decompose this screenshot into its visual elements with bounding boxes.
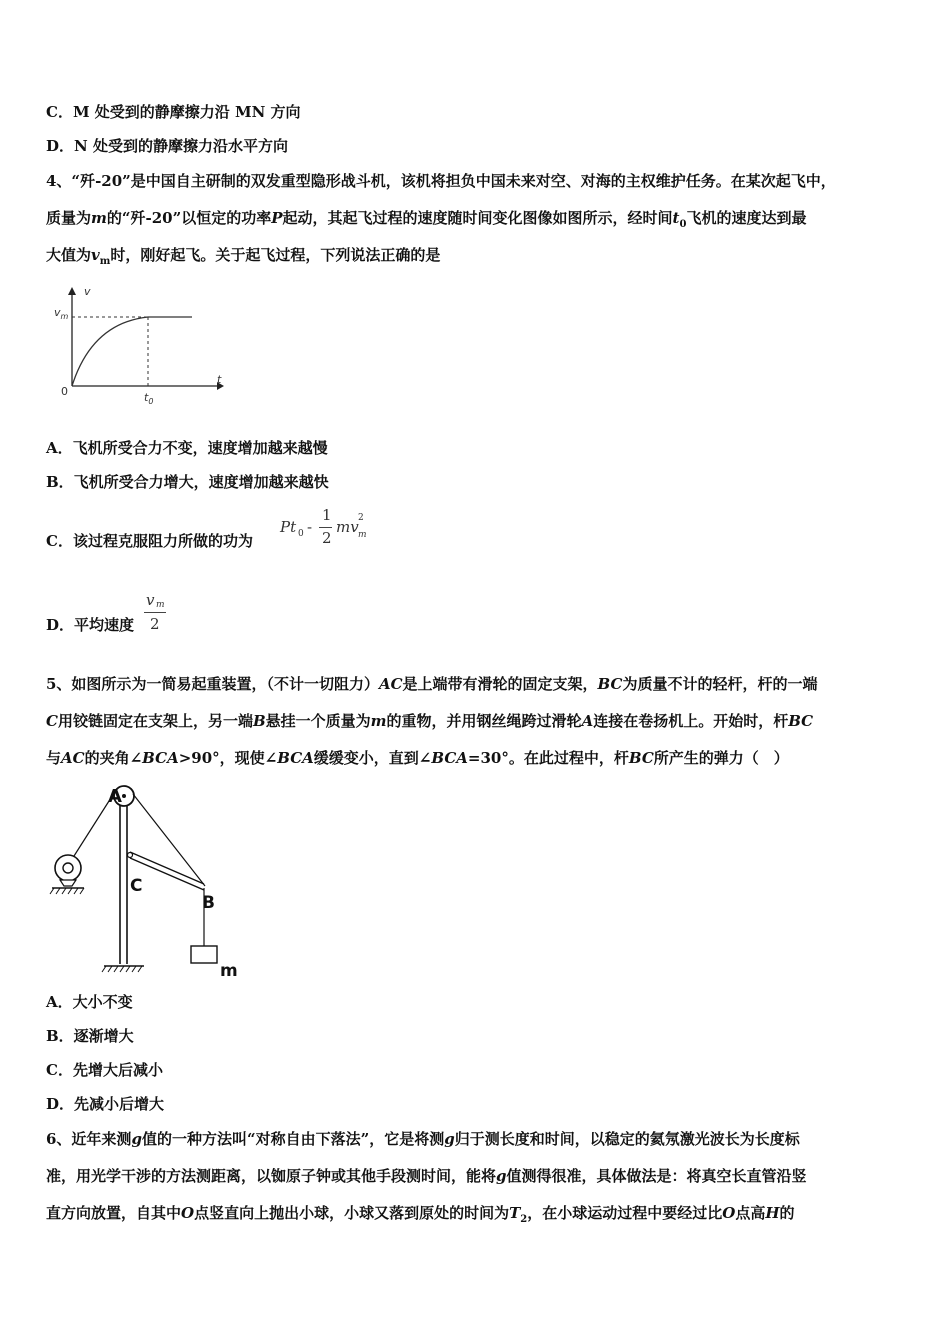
q6-stem-line2: 准，用光学干涉的方法测距离，以铷原子钟或其他手段测时间，能将g值测得很准，具体做法是：将真空长直管沿竖 — [46, 1167, 807, 1185]
q5-stem-line2: C用铰链固定在支架上，另一端B悬挂一个质量为m的重物，并用钢丝绳跨过滑轮A连接在卷扬机上。开始时，杆BC — [46, 712, 814, 730]
q5-option-c: C．先增大后减小 — [46, 1061, 163, 1079]
label-m: m — [220, 961, 238, 980]
q3-option-c: C．M 处受到的静摩擦力沿 MN 方向 — [46, 103, 301, 121]
q6-stem-line3: 直方向放置，自其中O点竖直向上抛出小球，小球又落到原处的时间为$T_2$，在小球运动过程中要经过比O点高H的 — [46, 1204, 795, 1225]
winch-base — [60, 880, 76, 886]
q4-option-c: C．该过程克服阻力所做的功为 — [46, 532, 253, 550]
q6-stem-line1: 6、近年来测g值的一种方法叫“对称自由下落法”，它是将测g归于测长度和时间，以稳定的氦氖激光波长为长度标 — [46, 1130, 800, 1148]
winch-ground-hatch — [50, 888, 84, 894]
label-c: C — [130, 876, 143, 896]
rope-pulley-to-b — [133, 794, 205, 886]
q5-option-b: B．逐渐增大 — [46, 1027, 134, 1045]
graph-t0-label: $t_0$ — [144, 391, 154, 406]
hinge-c — [128, 853, 133, 858]
q4-option-c-formula: Pt 0 - 1 2 mv 2 m — [280, 506, 367, 547]
q4-stem-line2: 质量为m的“歼-20”以恒定的功率P起动，其起飞过程的速度随时间变化图像如图所示，经时间$t_0$飞机的速度达到最 — [46, 209, 807, 230]
q5-option-a: A．大小不变 — [46, 993, 133, 1011]
graph-vm-label: $v_m$ — [54, 306, 69, 321]
mass-block — [191, 946, 217, 963]
graph-y-label: v — [84, 285, 91, 298]
crane-diagram — [44, 780, 244, 980]
q4-option-d: D．平均速度 — [46, 616, 135, 634]
q4-stem-line1: 4、“歼-20”是中国自主研制的双发重型隐形战斗机，该机将担负中国未来对空、对海的主权维护任务。在某次起飞中， — [46, 172, 836, 190]
q4-option-d-formula: v m 2 — [146, 591, 165, 633]
q3-option-d: D．N 处受到的静摩擦力沿水平方向 — [46, 137, 288, 155]
graph-curve — [72, 317, 192, 386]
velocity-time-graph — [52, 283, 232, 408]
graph-x-label: t — [217, 373, 222, 386]
label-a: A — [108, 786, 122, 807]
graph-origin-label: 0 — [61, 385, 68, 398]
q5-option-d: D．先减小后增大 — [46, 1095, 165, 1113]
q5-stem-line1: 5、如图所示为一简易起重装置，（不计一切阻力）AC是上端带有滑轮的固定支架，BC为质量不计的轻杆，杆的一端 — [46, 675, 818, 693]
q4-option-b: B．飞机所受合力增大，速度增加越来越快 — [46, 473, 329, 491]
q4-stem-line3: 大值为$v_m$时，刚好起飞。关于起飞过程，下列说法正确的是 — [46, 246, 441, 267]
post-ground-hatch — [102, 966, 142, 972]
q5-stem-line3: 与AC的夹角∠BCA>90°，现使∠BCA缓缓变小，直到∠BCA=30°。在此过程中，杆BC所产生的弹力（ ） — [46, 749, 789, 767]
label-b: B — [202, 893, 215, 913]
q4-option-a: A．飞机所受合力不变，速度增加越来越慢 — [46, 439, 328, 457]
